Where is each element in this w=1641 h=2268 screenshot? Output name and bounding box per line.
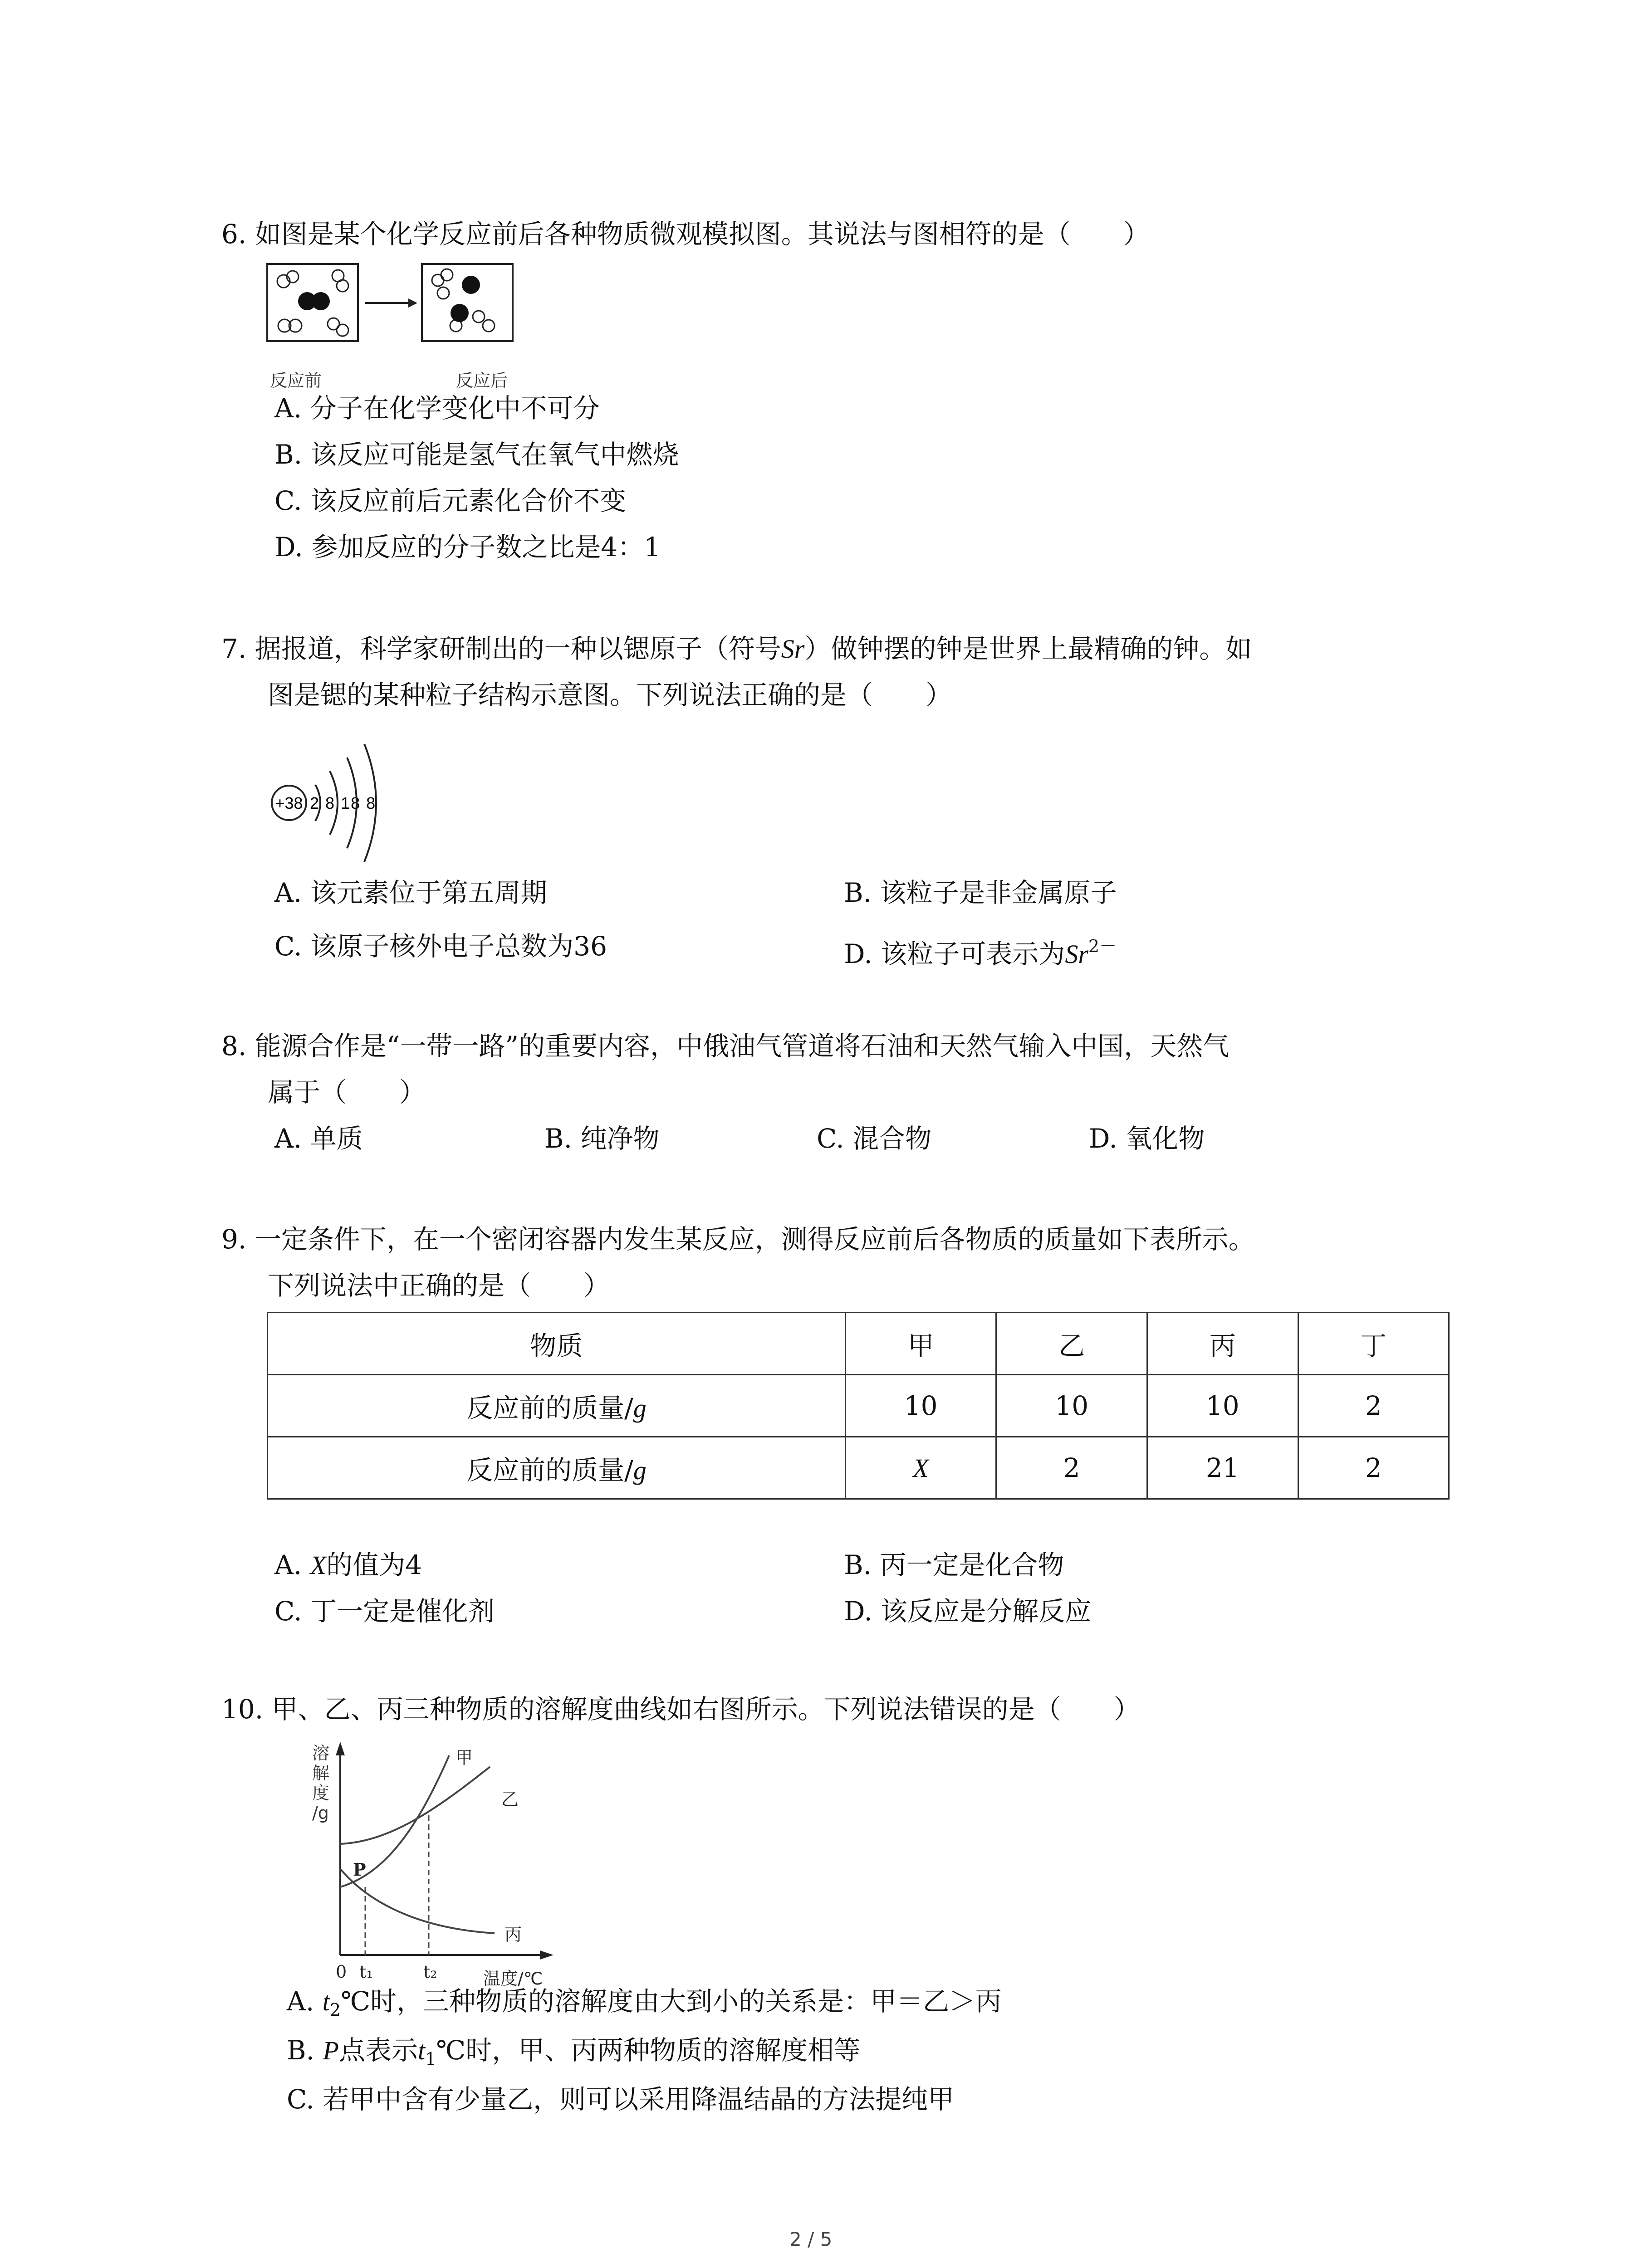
q8-option-a: A. 单质	[274, 1123, 363, 1154]
q8-option-d: D. 氧化物	[1089, 1123, 1205, 1154]
table-row	[268, 1437, 1449, 1499]
q8-stem-line2: 属于（ ）	[268, 1077, 426, 1108]
solubility-curve-graph	[272, 1737, 563, 1991]
svg-text:2 8 18 8: 2 8 18 8	[310, 794, 377, 812]
table-header-cell: 乙	[996, 1313, 1147, 1375]
mass-table	[267, 1312, 1450, 1500]
table-cell: 2	[1298, 1375, 1449, 1437]
origin-label: 0	[336, 1962, 347, 1982]
page-number: 2 / 5	[789, 2228, 833, 2250]
curve-yi	[340, 1767, 490, 1844]
x-axis-arrow	[540, 1950, 554, 1960]
caption-after: 反应后	[456, 371, 508, 391]
table-header-row	[268, 1313, 1449, 1375]
table-cell: X	[845, 1437, 996, 1499]
q8-option-c: C. 混合物	[817, 1123, 932, 1154]
q7-option-b: B. 该粒子是非金属原子	[844, 877, 1117, 908]
q7-stem-line2: 图是锶的某种粒子结构示意图。下列说法正确的是（ ）	[268, 679, 952, 710]
table-cell: 10	[1147, 1375, 1298, 1437]
q10-option-c: C. 若甲中含有少量乙，则可以采用降温结晶的方法提纯甲	[287, 2084, 955, 2115]
q6-option-b: B. 该反应可能是氢气在氧气中燃烧	[274, 439, 679, 470]
q9-option-a: A. X的值为4	[274, 1549, 422, 1580]
y-axis-label: 度	[312, 1783, 330, 1803]
curve-bing-label: 丙	[505, 1925, 522, 1945]
dark-atom	[312, 292, 330, 310]
curve-yi-label: 乙	[501, 1789, 519, 1809]
t2-tick-label: t₂	[423, 1962, 437, 1982]
svg-text:+38: +38	[275, 794, 303, 812]
q7-option-c: C. 该原子核外电子总数为36	[274, 931, 607, 962]
q10-option-b: B. P点表示$t_1℃$时，甲、丙两种物质的溶解度相等	[287, 2035, 861, 2069]
q9-option-d: D. 该反应是分解反应	[844, 1596, 1092, 1627]
q6-stem: 6. 如图是某个化学反应前后各种物质微观模拟图。其说法与图相符的是（ ）	[221, 219, 1150, 249]
table-row-label: 反应前的质量/g	[268, 1437, 846, 1499]
q7-stem-line1: 7. 据报道，科学家研制出的一种以锶原子（符号Sr）做钟摆的钟是世界上最精确的钟。如	[221, 633, 1252, 664]
table-header-cell: 丙	[1147, 1313, 1298, 1375]
q9-stem-line2: 下列说法中正确的是（ ）	[268, 1270, 610, 1301]
q9-option-b: B. 丙一定是化合物	[844, 1549, 1064, 1580]
t1-tick-label: t₁	[359, 1962, 373, 1982]
caption-before: 反应前	[270, 371, 322, 391]
y-axis-label: /g	[312, 1803, 329, 1823]
q9-option-c: C. 丁一定是催化剂	[274, 1596, 495, 1627]
curve-jia-label: 甲	[456, 1748, 473, 1768]
y-axis-arrow	[336, 1742, 345, 1755]
table-header-cell: 甲	[845, 1313, 996, 1375]
q10-option-a: A. $t_2℃$时，三种物质的溶解度由大到小的关系是：甲＝乙＞丙	[287, 1986, 1002, 2020]
q8-stem-line1: 8. 能源合作是“一带一路”的重要内容，中俄油气管道将石油和天然气输入中国，天然气	[221, 1031, 1230, 1061]
table-header-cell: 丁	[1298, 1313, 1449, 1375]
table-row-label: 反应前的质量/g	[268, 1375, 846, 1437]
q8-option-b: B. 纯净物	[544, 1123, 660, 1154]
table-cell: 10	[845, 1375, 996, 1437]
y-axis-label: 溶	[312, 1743, 330, 1763]
table-cell: 21	[1147, 1437, 1298, 1499]
q6-option-c: C. 该反应前后元素化合价不变	[274, 485, 627, 516]
table-header-cell: 物质	[268, 1313, 846, 1375]
q9-stem-line1: 9. 一定条件下，在一个密闭容器内发生某反应，测得反应前后各物质的质量如下表所示。	[221, 1224, 1255, 1255]
x-axis-label: 温度/℃	[483, 1969, 543, 1989]
table-cell: 2	[996, 1437, 1147, 1499]
q7-option-d: D. 该粒子可表示为$Sr^{2-}$	[844, 936, 1117, 969]
q6-option-d: D. 参加反应的分子数之比是4：1	[274, 532, 661, 562]
table-cell: 10	[996, 1375, 1147, 1437]
table-row	[268, 1375, 1449, 1437]
point-p-label: P	[353, 1859, 366, 1880]
q7-option-a: A. 该元素位于第五周期	[274, 877, 547, 908]
table-cell: 2	[1298, 1437, 1449, 1499]
q6-option-a: A. 分子在化学变化中不可分	[274, 393, 600, 424]
y-axis-label: 解	[312, 1763, 330, 1783]
q10-stem: 10. 甲、乙、丙三种物质的溶解度曲线如右图所示。下列说法错误的是（ ）	[221, 1694, 1140, 1725]
atomic-structure-diagram	[265, 735, 402, 871]
